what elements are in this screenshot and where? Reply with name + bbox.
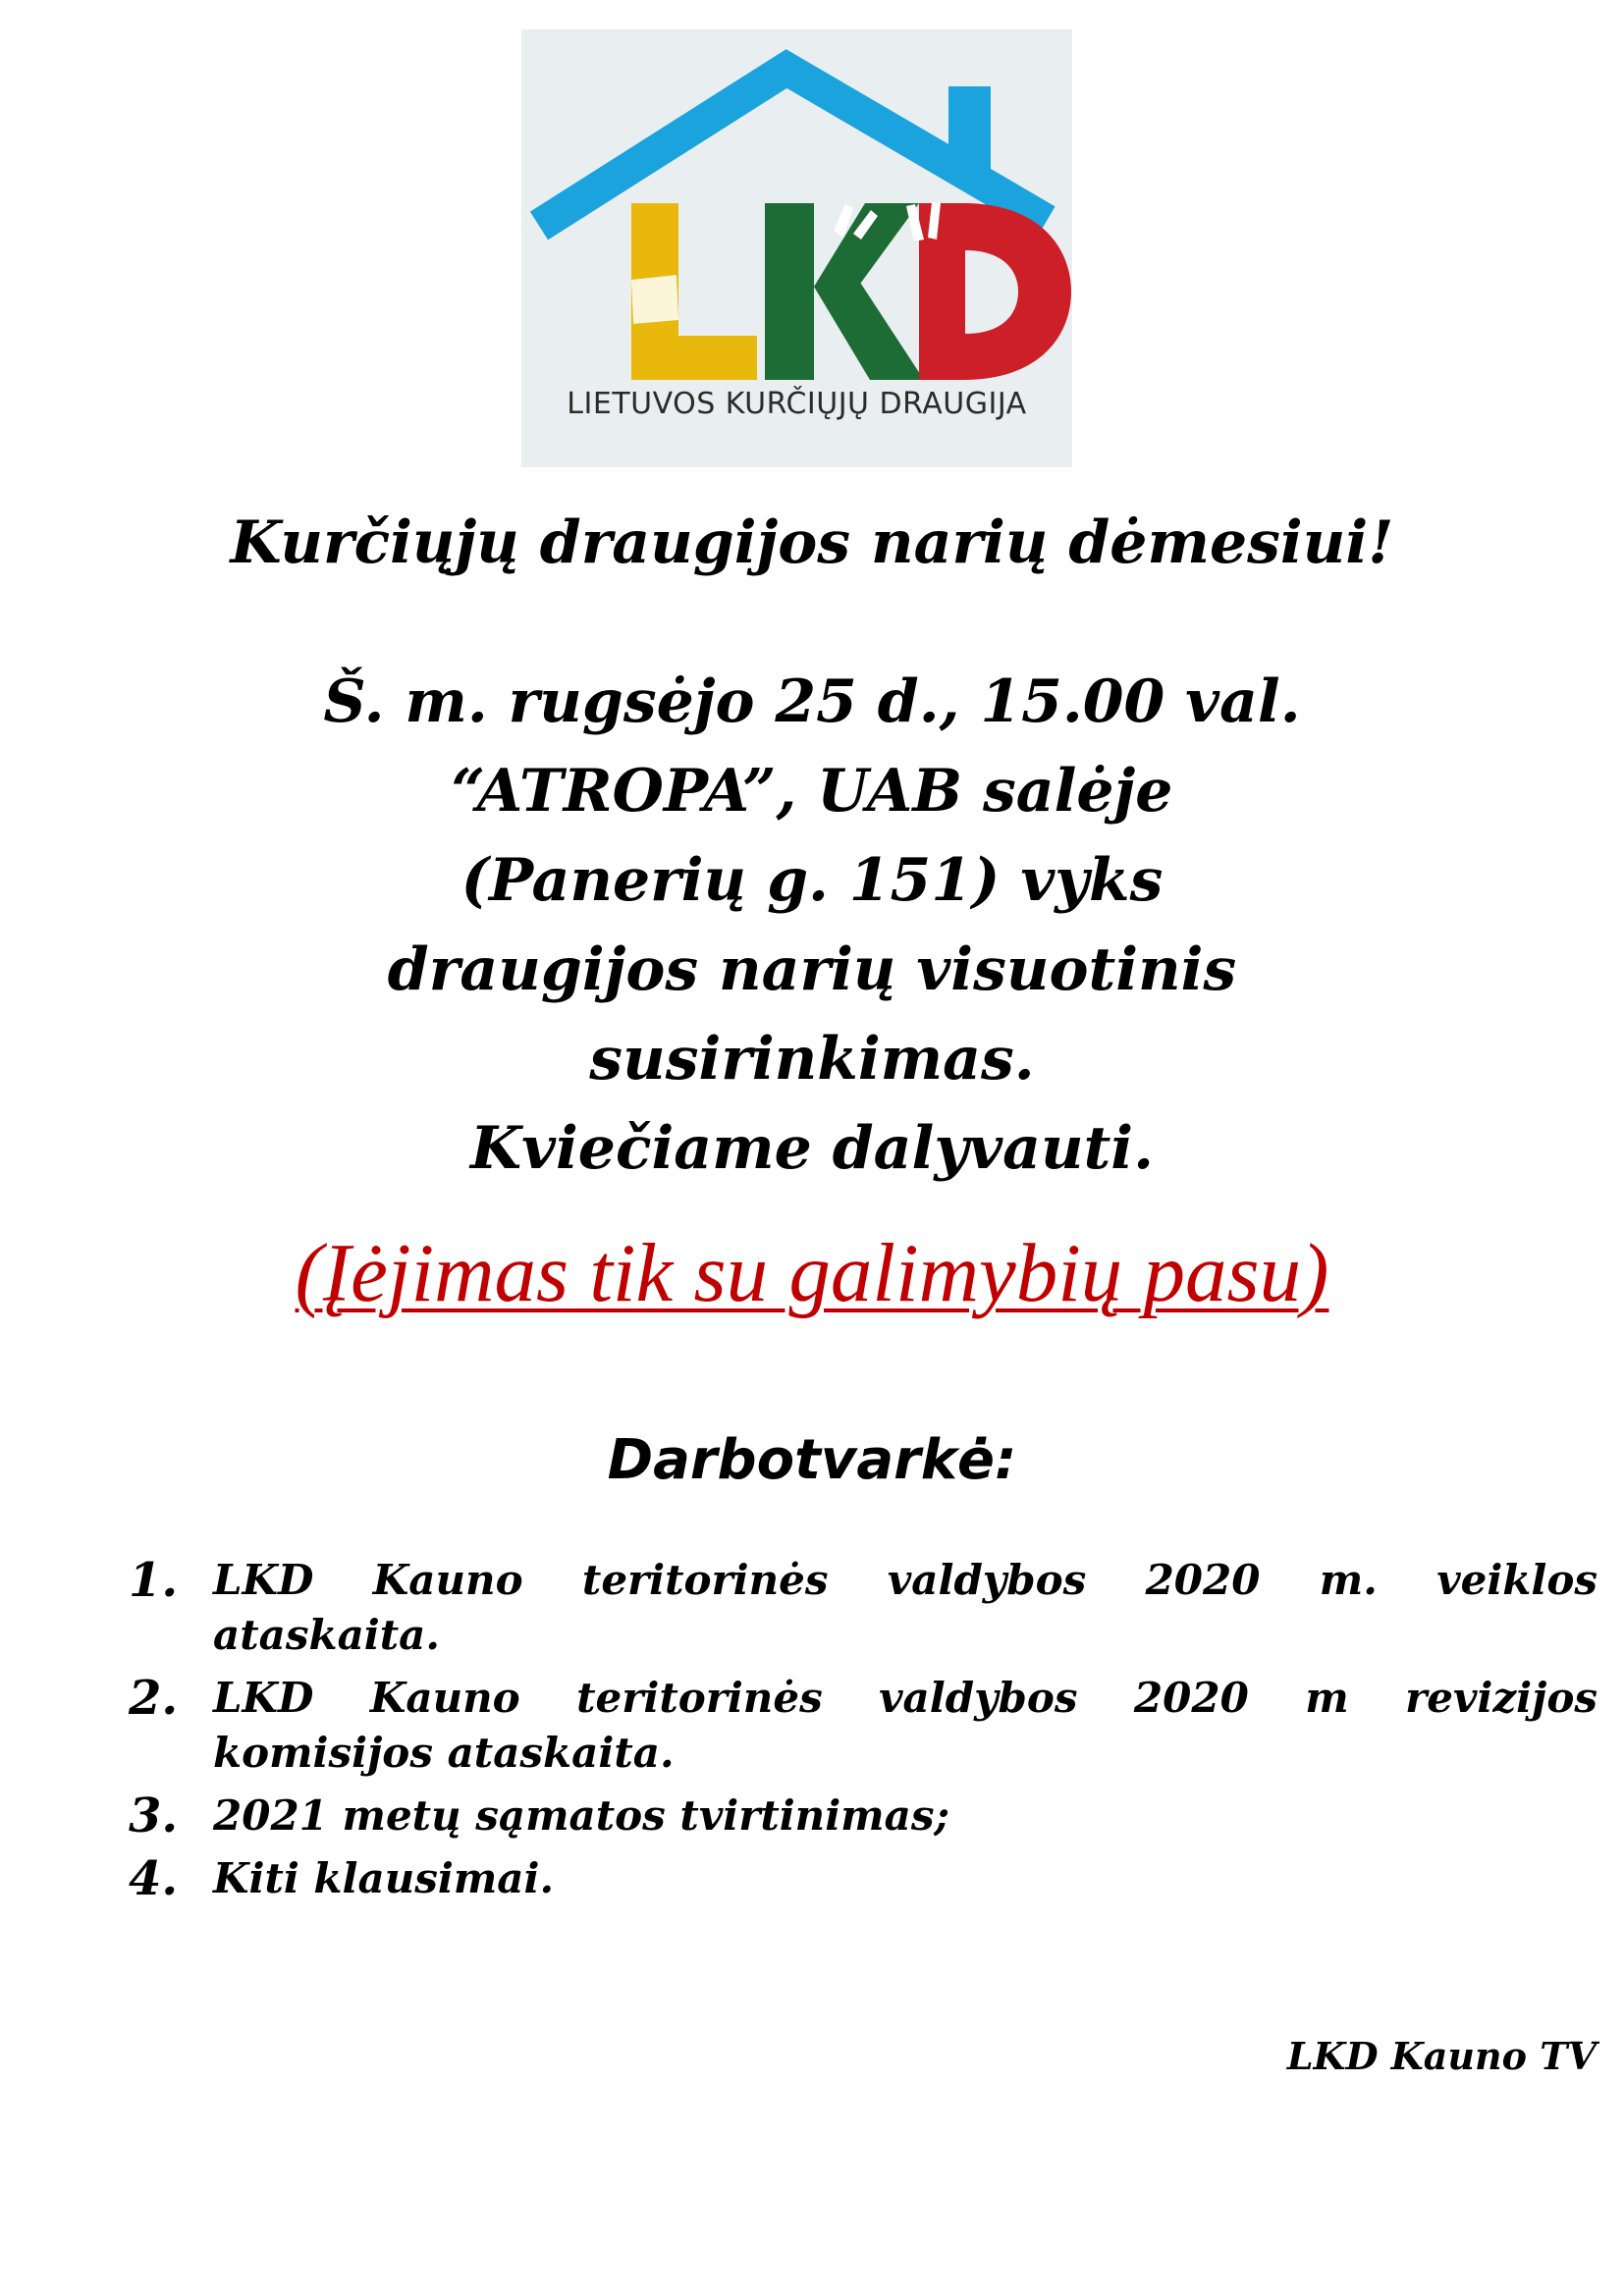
announcement-line: (Panerių g. 151) vyks [460, 846, 1164, 915]
announcement-line: susirinkimas. [589, 1025, 1035, 1094]
announcement-line: Kviečiame dalyvauti. [470, 1114, 1154, 1183]
agenda-title: Darbotvarkė: [607, 1428, 1017, 1492]
agenda-item [129, 1851, 1597, 1906]
agenda-item-number: 1. [129, 1553, 179, 1608]
agenda-item-text: Kiti klausimai. [213, 1854, 555, 1902]
agenda-item-text: LKD Kauno teritorinės valdybos 2020 m revizijos [213, 1674, 1597, 1722]
agenda-item-text: LKD Kauno teritorinės valdybos 2020 m. veiklos [213, 1556, 1597, 1604]
page-title: Kurčiųjų draugijos narių dėmesiui! [230, 508, 1394, 577]
announcement-line: draugijos narių visuotinis [387, 935, 1237, 1004]
agenda-list [129, 1553, 1597, 1914]
agenda-item-number: 4. [129, 1851, 179, 1906]
meeting-announcement [0, 658, 1624, 1194]
lkd-logo [521, 29, 1072, 467]
agenda-item [129, 1671, 1597, 1781]
agenda-item-number: 3. [129, 1789, 179, 1843]
agenda-item-text: 2021 metų sąmatos tvirtinimas; [213, 1791, 949, 1840]
agenda-item-number: 2. [129, 1671, 179, 1726]
entry-notice-text: (Įėjimas tik su galimybių pasu) [295, 1227, 1329, 1319]
agenda-item-text-continued: ataskaita. [213, 1611, 440, 1659]
entry-notice [0, 1225, 1624, 1321]
signature: LKD Kauno TV [1286, 2034, 1597, 2078]
logo-caption: LIETUVOS KURČIŲJŲ DRAUGIJA [567, 387, 1027, 421]
announcement-line: Š. m. rugsėjo 25 d., 15.00 val. [323, 667, 1301, 736]
announcement-line: “ATROPA”, UAB salėje [451, 757, 1173, 826]
letter-k-icon [765, 203, 924, 380]
agenda-item [129, 1789, 1597, 1843]
letter-d-icon [906, 202, 1071, 380]
agenda-item [129, 1553, 1597, 1663]
letter-l-icon [631, 203, 757, 380]
agenda-item-text-continued: komisijos ataskaita. [213, 1729, 675, 1777]
